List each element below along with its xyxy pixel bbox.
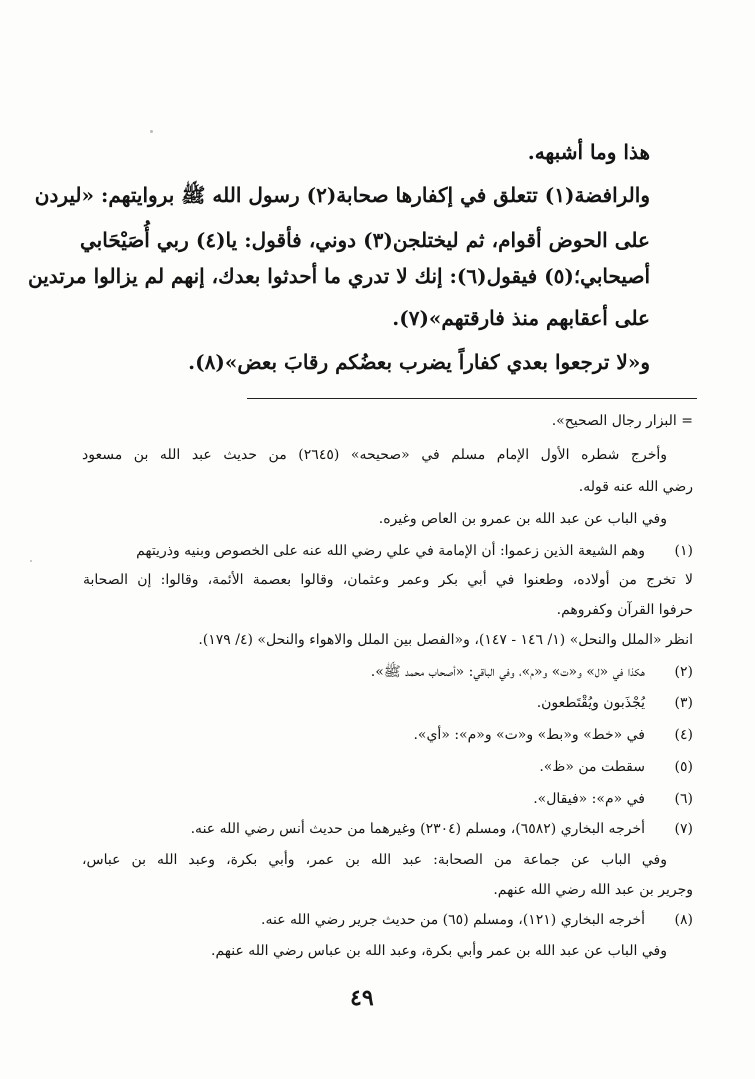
footnote-5-text: سقطت من «ظ». [539,759,645,775]
footnote-continuation-2: وأخرج شطره الأول الإمام مسلم في «صحيحه» (٢٦٤٥) من حديث عبد الله بن مسعود [82,447,668,463]
footnote-5 [539,759,693,775]
main-line-2: والرافضة(١) تتعلق في إكفارها صحابة(٢) رسول الله ﷺ بروايتهم: «ليردن [34,183,650,207]
footnote-5-number: (٥) [674,759,693,775]
footnote-7 [191,821,693,837]
footnote-1-text: وهم الشيعة الذين زعموا: أن الإمامة في علي رضي الله عنه على الخصوص وبنيه وذريتهم [136,543,645,559]
footnote-continuation-1: = البزار رجال الصحيح». [551,413,693,429]
footnote-7-number: (٧) [674,821,693,837]
footnote-3-number: (٣) [674,695,693,711]
footnote-continuation-3: رضي الله عنه قوله. [578,479,693,495]
footnote-7-text: أخرجه البخاري (٦٥٨٢)، ومسلم (٢٣٠٤) وغيرهما من حديث أنس رضي الله عنه. [190,821,645,837]
main-line-5: على أعقابهم منذ فارقتهم»(٧). [392,306,650,330]
footnote-1 [83,543,693,559]
footnote-2 [371,663,693,683]
footnote-8-text: أخرجه البخاري (١٢١)، ومسلم (٦٥) من حديث جرير رضي الله عنه. [261,912,645,928]
footnote-continuation-4: وفي الباب عن عبد الله بن عمرو بن العاص وغيره. [378,511,667,527]
footnote-2-number: (٢) [674,664,693,680]
footnote-6-text: في «م»: «فيقال». [533,791,645,807]
footnote-6 [533,791,693,807]
main-line-6: و«لا ترجعوا بعدي كفاراً يضرب بعضُكم رقابَ بعض»(٨). [188,350,650,374]
footnote-2-text: هكذا في «ل» و«ت» و«م»، وفي الباقي: «أصحاب محمد ﷺ». [370,664,645,680]
footnote-1-line-3: حرفوا القرآن وكفروهم. [556,602,693,618]
footnote-1-line-4: انظر «الملل والنحل» (١/ ١٤٦ - ١٤٧)، و«الفصل بين الملل والاهواء والنحل» (٤/ ١٧٩). [198,632,693,648]
footnote-3-text: يُجْذَبون ويُقْتَطعون. [536,695,645,711]
paper-speck [150,130,153,133]
footnote-8-line-2: وفي الباب عن عبد الله بن عمر وأبي بكرة، وعبد الله بن عباس رضي الله عنهم. [211,943,667,959]
footnote-4-text: في «خط» و«بط» و«ت» و«م»: «أي». [413,727,645,743]
footnote-3 [537,695,693,711]
page-number: ٤٩ [350,985,374,1011]
footnote-4 [413,727,693,743]
footnote-1-number: (١) [674,543,693,559]
footnote-8 [261,912,693,928]
footnote-1-line-2: لا تخرج من أولاده، وطعنوا في أبي بكر وعمر وعثمان، وقالوا بعصمة الأئمة، وقالوا: إن الصحابة [83,572,693,588]
main-line-3: على الحوض أقوام، ثم ليختلجن(٣) دوني، فأقول: يا(٤) ربي أُصَيْحَابي [80,228,650,252]
footnote-7-line-3: وجرير بن عبد الله رضي الله عنهم. [493,882,693,898]
footnote-separator [247,398,697,399]
footnote-6-number: (٦) [674,791,693,807]
paper-speck [30,560,32,562]
footnote-4-number: (٤) [674,727,693,743]
main-line-1: هذا وما أشبهه. [527,140,650,164]
footnote-7-line-2: وفي الباب عن جماعة من الصحابة: عبد الله بن عمر، وأبي بكرة، وعبد الله بن عباس، [82,852,667,868]
main-line-4: أصيحابي؛(٥) فيقول(٦): إنك لا تدري ما أحدثوا بعدك، إنهم لم يزالوا مرتدين [28,264,650,288]
footnote-8-number: (٨) [674,912,693,928]
